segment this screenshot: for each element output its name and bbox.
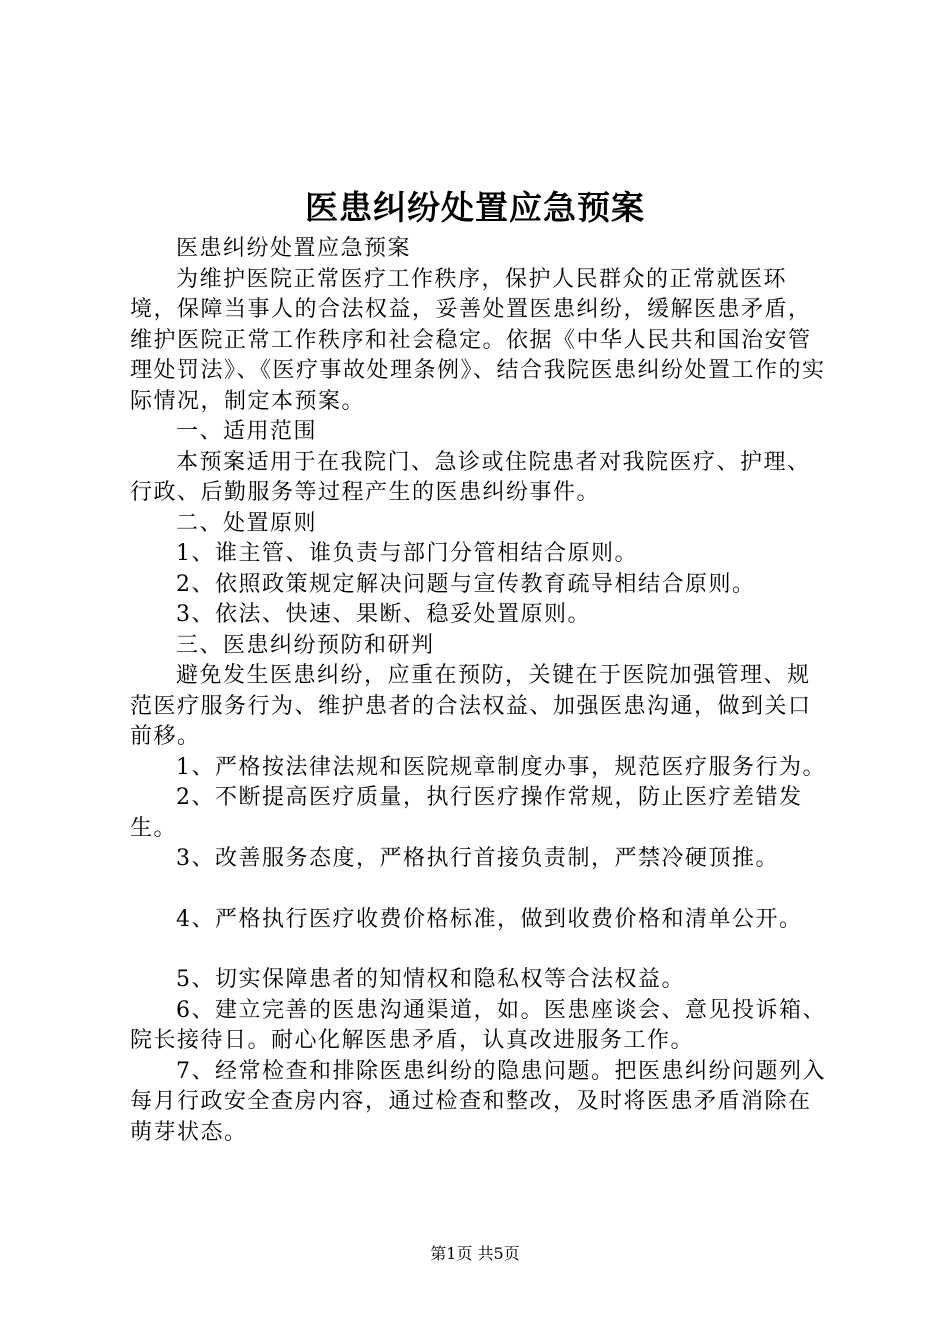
paragraph-intro: 为维护医院正常医疗工作秩序，保护人民群众的正常就医环境，保障当事人的合法权益，妥善处置医患纠纷，缓解医患矛盾，维护医院正常工作秩序和社会稳定。依据《中华人民共和国治安管理处罚法》、《医疗事故处理条例》、结合我院医患纠纷处置工作的实际情况，制定本预案。 xyxy=(130,266,826,414)
prevention-item-3: 3、改善服务态度，严格执行首接负责制，严禁冷硬顶推。 xyxy=(176,846,779,871)
prevention-item-7: 7、经常检查和排除医患纠纷的隐患问题。把医患纠纷问题列入每月行政安全查房内容，通过检查和整改，及时将医患矛盾消除在萌芽状态。 xyxy=(130,1058,826,1145)
prevention-item-1: 1、严格按法律法规和医院规章制度办事，规范医疗服务行为。 xyxy=(176,754,826,780)
principle-item-3: 3、依法、快速、果断、稳妥处置原则。 xyxy=(176,602,591,627)
principle-item-2: 2、依照政策规定解决问题与宣传教育疏导相结合原则。 xyxy=(176,571,756,597)
principle-item-1: 1、谁主管、谁负责与部门分管相结合原则。 xyxy=(176,541,638,566)
document-title: 医患纠纷处置应急预案 xyxy=(305,188,645,227)
document-body xyxy=(130,234,830,1148)
prevention-item-6: 6、建立完善的医患沟通渠道，如。医患座谈会、意见投诉箱、院长接待日。耐心化解医患矛盾，认真改进服务工作。 xyxy=(130,997,826,1053)
section-heading-scope: 一、适用范围 xyxy=(176,419,318,444)
prevention-item-5: 5、切实保障患者的知情权和隐私权等合法权益。 xyxy=(176,967,685,992)
paragraph-subtitle: 医患纠纷处置应急预案 xyxy=(176,236,412,261)
section-heading-principles: 二、处置原则 xyxy=(176,510,318,536)
blank-line xyxy=(130,935,830,965)
prevention-item-2: 2、不断提高医疗质量，执行医疗操作常规，防止医疗差错发生。 xyxy=(130,785,803,841)
paragraph-scope: 本预案适用于在我院门、急诊或住院患者对我院医疗、护理、行政、后勤服务等过程产生的医患纠纷事件。 xyxy=(130,449,811,505)
page-number-footer: 第1页 共5页 xyxy=(430,1244,520,1263)
paragraph-prevention: 避免发生医患纠纷，应重在预防，关键在于医院加强管理、规范医疗服务行为、维护患者的合法权益、加强医患沟通，做到关口前移。 xyxy=(130,663,812,749)
prevention-item-4: 4、严格执行医疗收费价格标准，做到收费价格和清单公开。 xyxy=(176,906,803,932)
blank-line xyxy=(130,875,830,905)
section-heading-prevention: 三、医患纠纷预防和研判 xyxy=(176,632,435,658)
